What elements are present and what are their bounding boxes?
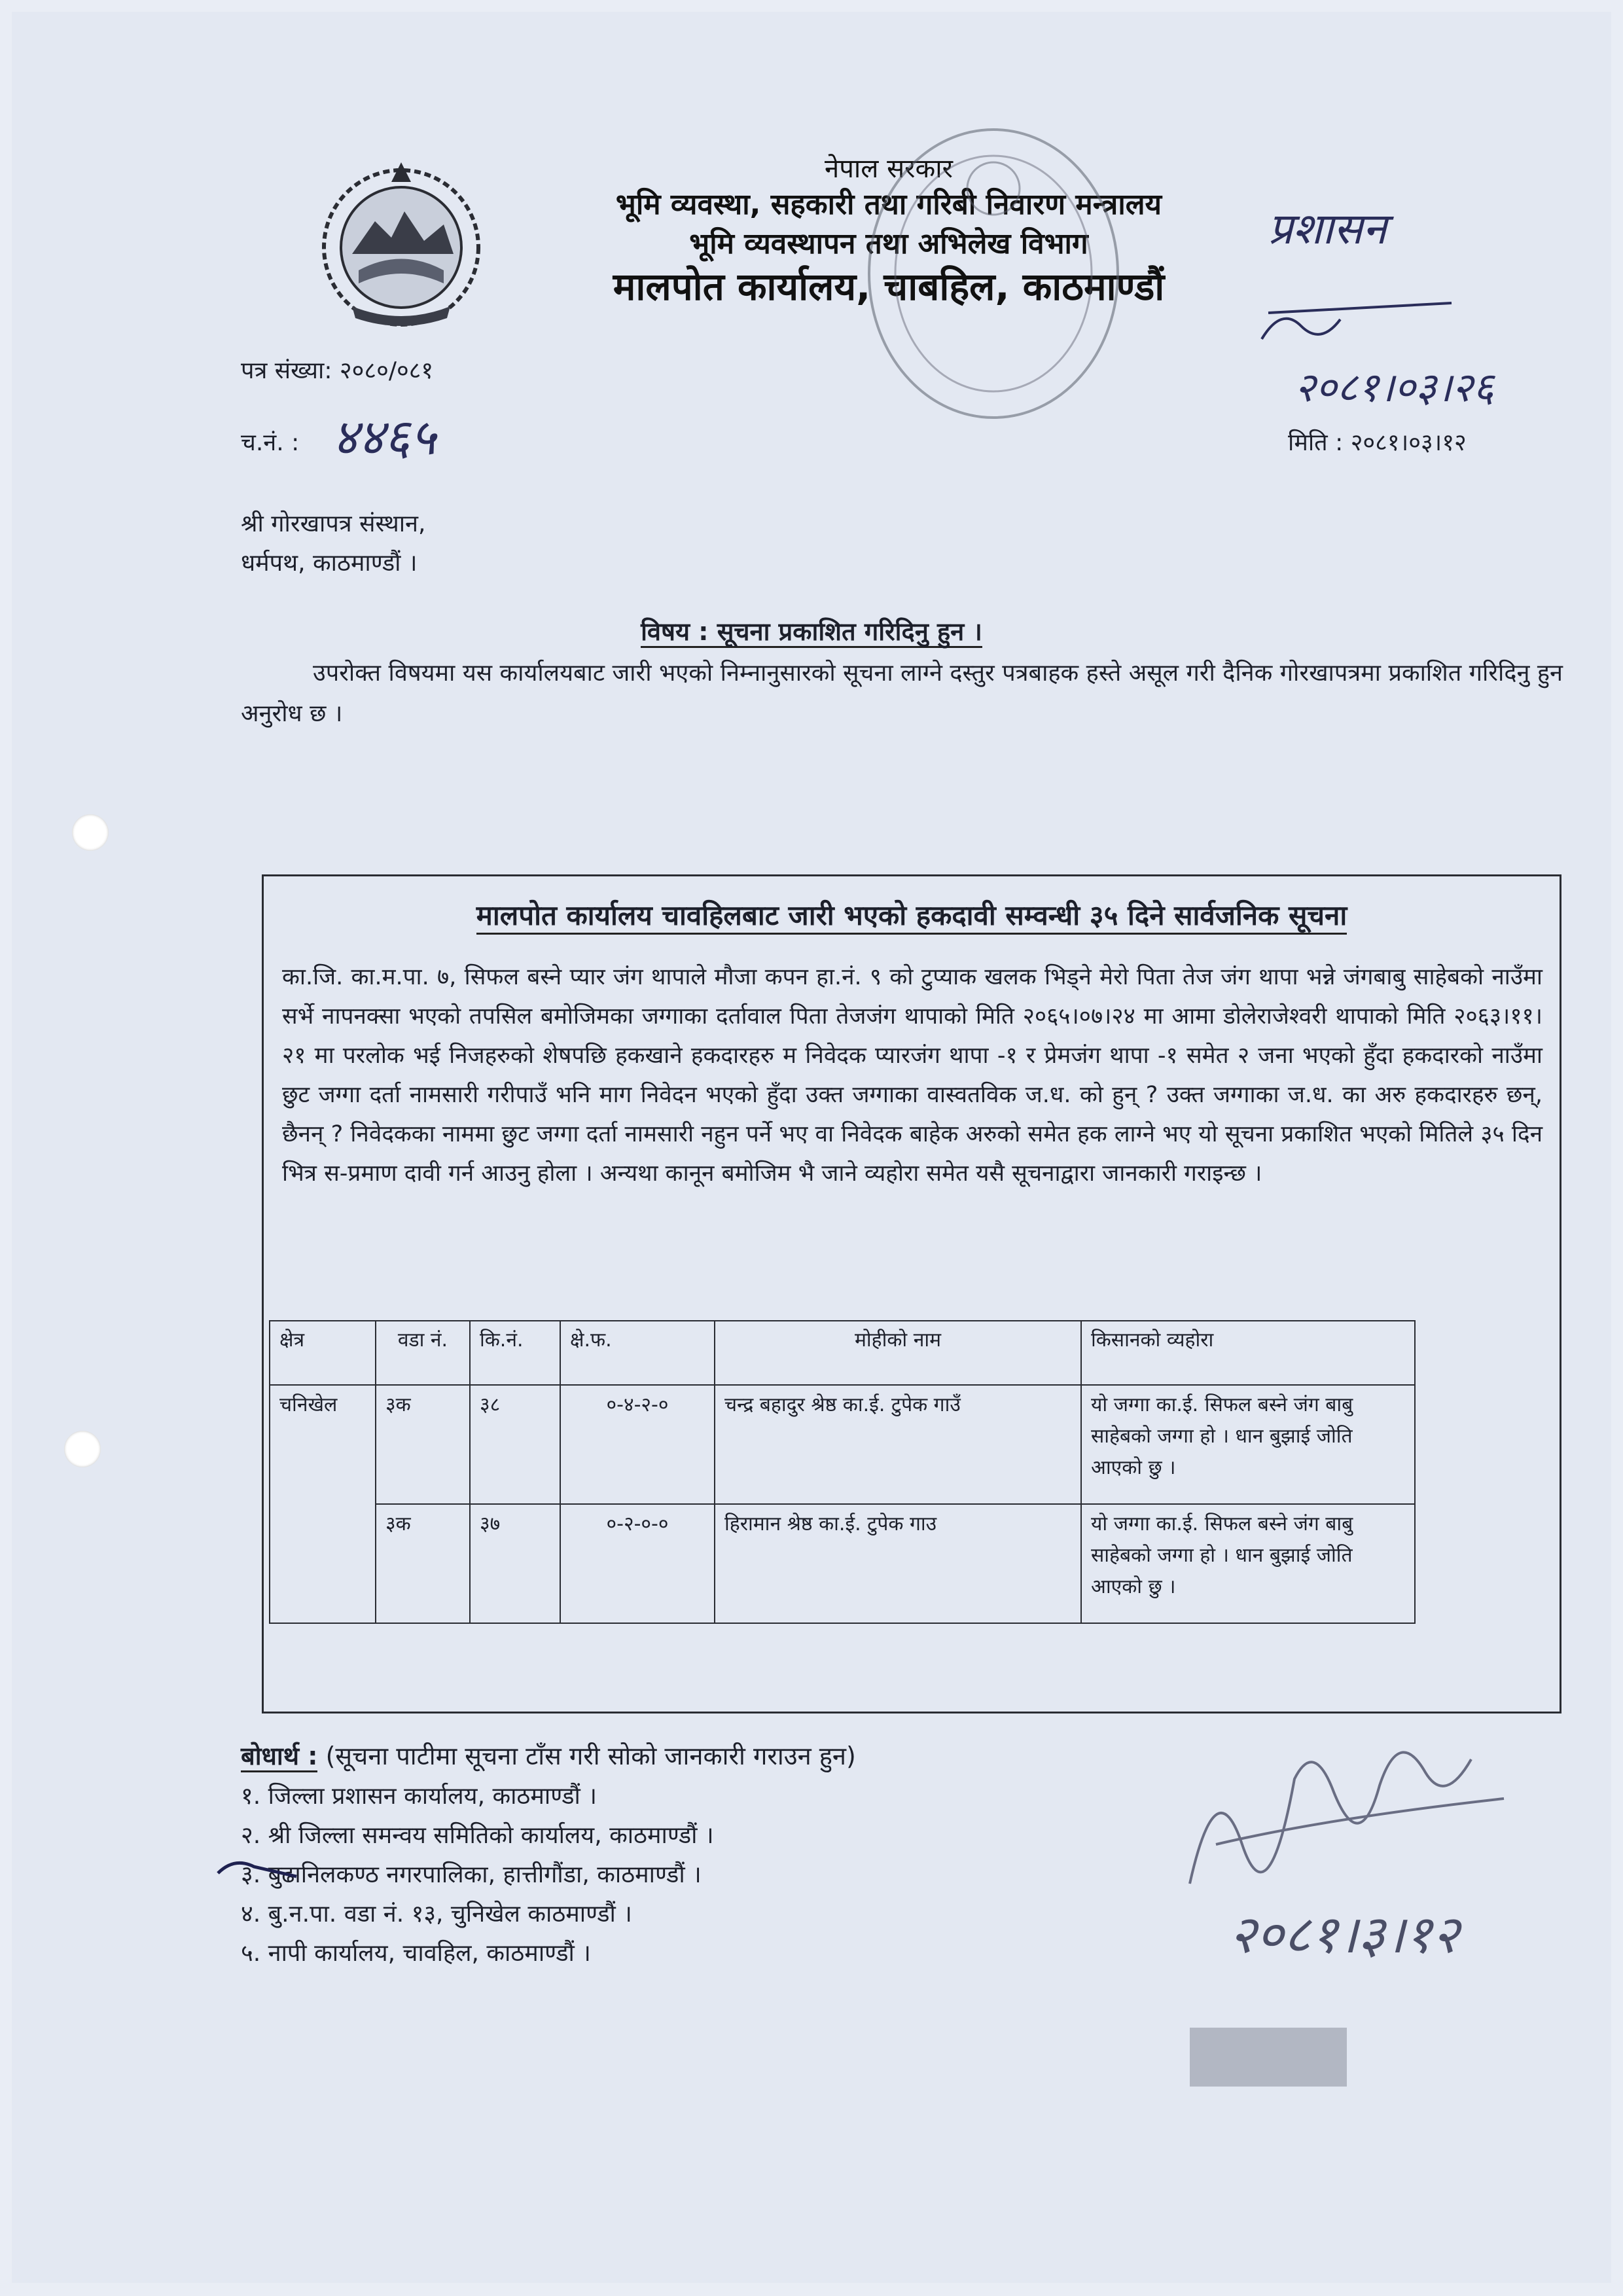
nepal-emblem-icon <box>313 156 490 332</box>
office-stamp-icon <box>863 117 1124 431</box>
cc-note: (सूचना पाटीमा सूचना टाँस गरी सोको जानकारी गराउन हुन) <box>325 1742 856 1770</box>
cc-item: १. जिल्ला प्रशासन कार्यालय, काठमाण्डौं । <box>241 1783 597 1810</box>
letter-body: उपरोक्त विषयमा यस कार्यालयबाट जारी भएको निम्नानुसारको सूचना लाग्ने दस्तुर पत्रबाहक हस्ते असूल गरी दैनिक गोरखापत्रमा प्रकाशित गरिदिनु हुन अनुरोध छ । <box>241 660 1563 727</box>
dispatch-number: ४४६५ <box>332 408 437 466</box>
handwritten-date: २०८१।०३।२६ <box>1294 363 1494 411</box>
tenant-cell: हिरामान श्रेष्ठ का.ई. टुपेक गाउ <box>715 1504 1081 1623</box>
header-department: भूमि व्यवस्थापन तथा अभिलेख विभाग <box>689 227 1088 260</box>
column-header: क्षेत्र <box>270 1321 376 1385</box>
table-header-row <box>270 1321 1415 1385</box>
ward-cell: ३क <box>376 1504 470 1623</box>
subject-line: विषय : सूचना प्रकाशित गरिदिनु हुन । <box>641 617 982 648</box>
cc-item: ५. नापी कार्यालय, चावहिल, काठमाण्डौं । <box>241 1940 591 1967</box>
document-page <box>12 12 1611 2283</box>
area-size-cell: ०-४-२-० <box>560 1385 715 1504</box>
header-ministry: भूमि व्यवस्था, सहकारी तथा गरिबी निवारण मन्त्रालय <box>615 188 1162 221</box>
letter-date: मिति : २०८१।०३।१२ <box>1288 429 1467 456</box>
cc-block <box>241 1738 856 1772</box>
table-row <box>270 1504 1415 1623</box>
signature-date: २०८१।३।१२ <box>1229 1904 1459 1965</box>
dispatch-label: च.नं. : <box>241 429 300 456</box>
notice-text: का.जि. का.म.पा. ७, सिफल बस्ने प्यार जंग थापाले मौजा कपन हा.नं. ९ को टुप्याक खलक भिड्ने मेरो पिता तेज जंग थापा भन्ने जंगबाबु साहेबको नाउँमा सर्भे नापनक्सा भएको तपसिल बमोजिमका जग्गाका दर्तावाल पिता तेजजंग थापाको मिति २०६५।०७।२४ मा आमा डोलेराजेश्वरी थापाको मिति २०६३।११।२१ मा परलोक भई निजहरुको शेषपछि हकखाने हकदारहरु म निवेदक प्यारजंग थापा -१ र प्रेमजंग थापा -१ समेत २ जना भएको हुँदा हकदारको नाउँमा छुट जग्गा दर्ता नामसारी गरीपाउँ भनि माग निवेदन भएको हुँदा उक्त जग्गाका वास्वतविक ज.ध. को हुन् ? उक्त जग्गाका ज.ध. का अरु हकदारहरु छन्, छैनन् ? निवेदकका नाममा छुट जग्गा दर्ता नामसारी नहुन पर्ने भए वा निवेदक बाहेक अरुको समेत हक लाग्ने भए यो सूचना प्रकाशित भएको मितिले ३५ दिन भित्र स-प्रमाण दावी गर्न आउनु होला । अन्यथा कानून बमोजिम भै जाने व्यहोरा समेत यसै सूचनाद्वारा जानकारी गराइन्छ । <box>282 964 1543 1187</box>
column-header: वडा नं. <box>376 1321 470 1385</box>
tenant-cell: चन्द्र बहादुर श्रेष्ठ का.ई. टुपेक गाउँ <box>715 1385 1081 1504</box>
handwritten-initial-icon <box>1255 300 1543 359</box>
column-header: मोहीको नाम <box>715 1321 1081 1385</box>
column-header: क्षे.फ. <box>560 1321 715 1385</box>
handwritten-note: प्रशासन <box>1268 204 1387 254</box>
header-government: नेपाल सरकार <box>825 154 953 184</box>
kitta-cell: ३७ <box>470 1504 560 1623</box>
area-size-cell: ०-२-०-० <box>560 1504 715 1623</box>
stamp-mark <box>1190 2028 1347 2087</box>
header-office: मालपोत कार्यालय, चाबहिल, काठमाण्डौं <box>613 264 1165 309</box>
punch-hole <box>64 1431 101 1467</box>
tick-mark-icon <box>215 1854 300 1886</box>
area-cell: चनिखेल <box>270 1385 376 1623</box>
recipient-line-1: श्री गोरखापत्र संस्थान, <box>241 511 426 537</box>
column-header: किसानको व्यहोरा <box>1081 1321 1415 1385</box>
punch-hole <box>72 814 109 851</box>
public-notice-box <box>262 874 1561 1713</box>
reference-number: पत्र संख्या: २०८०/०८१ <box>241 357 434 384</box>
notice-title: मालपोत कार्यालय चावहिलबाट जारी भएको हकदावी सम्वन्धी ३५ दिने सार्वजनिक सूचना <box>476 899 1347 935</box>
land-details-table <box>269 1320 1416 1624</box>
cc-item: ४. बु.न.पा. वडा नं. १३, चुनिखेल काठमाण्डौं । <box>241 1901 632 1928</box>
remarks-cell: यो जग्गा का.ई. सिफल बस्ने जंग बाबु साहेबको जग्गा हो । धान बुझाई जोति आएको छु । <box>1081 1504 1415 1623</box>
ward-cell: ३क <box>376 1385 470 1504</box>
recipient-line-2: धर्मपथ, काठमाण्डौं । <box>241 550 418 577</box>
column-header: कि.नं. <box>470 1321 560 1385</box>
kitta-cell: ३८ <box>470 1385 560 1504</box>
remarks-cell: यो जग्गा का.ई. सिफल बस्ने जंग बाबु साहेबको जग्गा हो । धान बुझाई जोति आएको छु । <box>1081 1385 1415 1504</box>
table-row <box>270 1385 1415 1504</box>
cc-item: २. श्री जिल्ला समन्वय समितिको कार्यालय, काठमाण्डौं । <box>241 1822 714 1849</box>
cc-item: ३. बुढानिलकण्ठ नगरपालिका, हात्तीगौंडा, काठमाण्डौं । <box>241 1861 702 1888</box>
cc-heading: बोधार्थ : <box>241 1742 317 1772</box>
